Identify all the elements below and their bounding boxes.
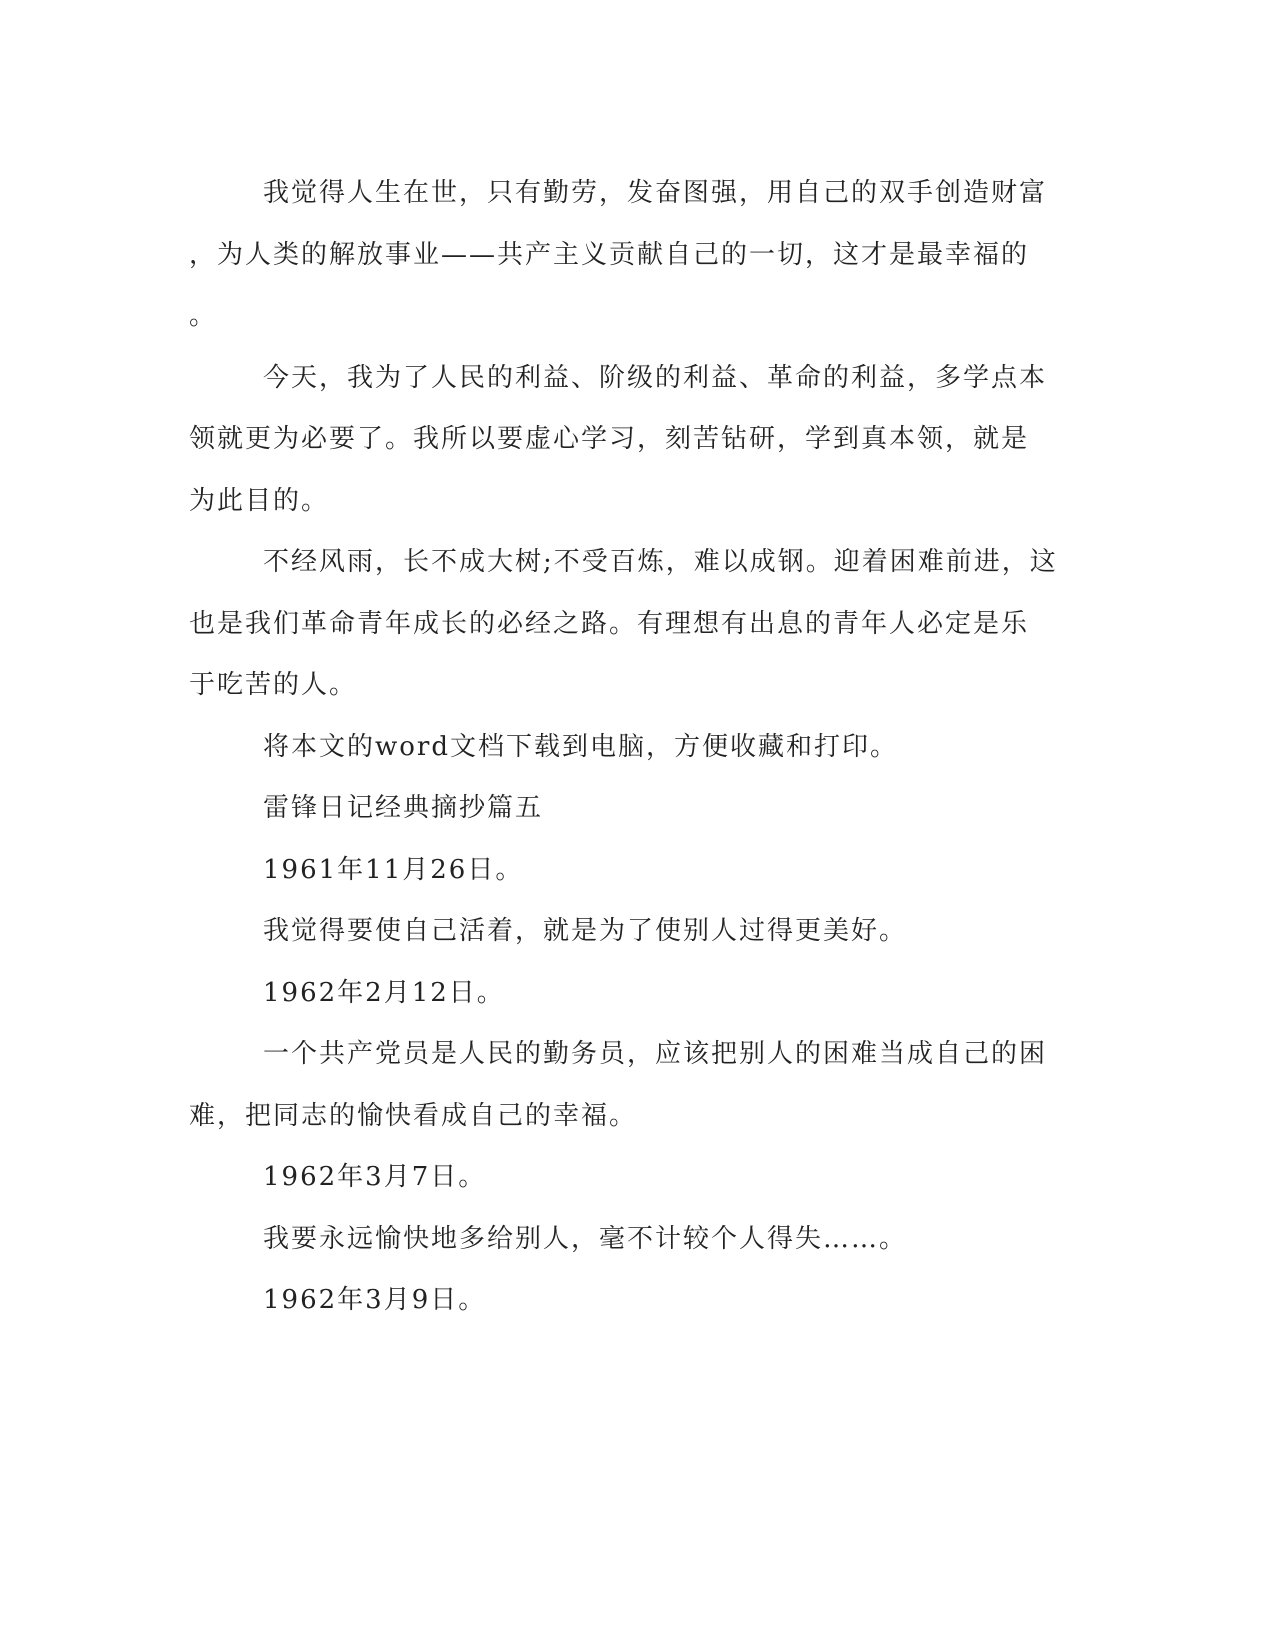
text-line: 难，把同志的愉快看成自己的幸福。 [189, 1100, 638, 1131]
text-line: 今天，我为了人民的利益、阶级的利益、革命的利益，多学点本 [263, 362, 1048, 393]
text-line: 我觉得人生在世，只有勤劳，发奋图强，用自己的双手创造财富 [263, 178, 1048, 208]
text-line: 于吃苦的人。 [189, 670, 358, 700]
paragraph-hardship [189, 532, 1079, 717]
text-line: 也是我们革命青年成长的必经之路。有理想有出息的青年人必定是乐 [189, 608, 1030, 639]
text-line: 1961年11月26日。 [263, 854, 524, 885]
text-line: 领就更为必要了。我所以要虚心学习，刻苦钻研，学到真本领，就是 [189, 424, 1030, 454]
text-line: 1962年2月12日。 [263, 977, 505, 1008]
text-line: 我要永远愉快地多给别人，毫不计较个人得失……。 [263, 1223, 908, 1254]
text-line: 。 [189, 301, 218, 331]
text-line: 将本文的word文档下载到电脑，方便收藏和打印。 [263, 731, 898, 762]
text-line: 为此目的。 [189, 485, 330, 516]
paragraph-download-note [189, 717, 1079, 779]
text-line: 1962年3月9日。 [263, 1285, 487, 1315]
section-heading [189, 778, 1079, 840]
text-line: 我觉得要使自己活着，就是为了使别人过得更美好。 [263, 916, 908, 946]
diary-date [189, 840, 1079, 902]
text-line: 一个共产党员是人民的勤务员，应该把别人的困难当成自己的困 [263, 1039, 1048, 1069]
paragraph-study [189, 348, 1079, 533]
document-body [189, 163, 1079, 1332]
diary-entry [189, 1024, 1079, 1147]
diary-date [189, 963, 1079, 1025]
text-line: 1962年3月7日。 [263, 1162, 487, 1192]
diary-date [189, 1147, 1079, 1209]
text-line: 不经风雨，长不成大树;不受百炼，难以成钢。迎着困难前进，这 [263, 547, 1058, 577]
diary-entry [189, 1209, 1079, 1271]
diary-entry [189, 901, 1079, 963]
text-line: ，为人类的解放事业——共产主义贡献自己的一切，这才是最幸福的 [189, 239, 1030, 270]
diary-date [189, 1270, 1079, 1332]
text-line: 雷锋日记经典摘抄篇五 [263, 793, 544, 823]
paragraph-happiness [189, 163, 1079, 348]
